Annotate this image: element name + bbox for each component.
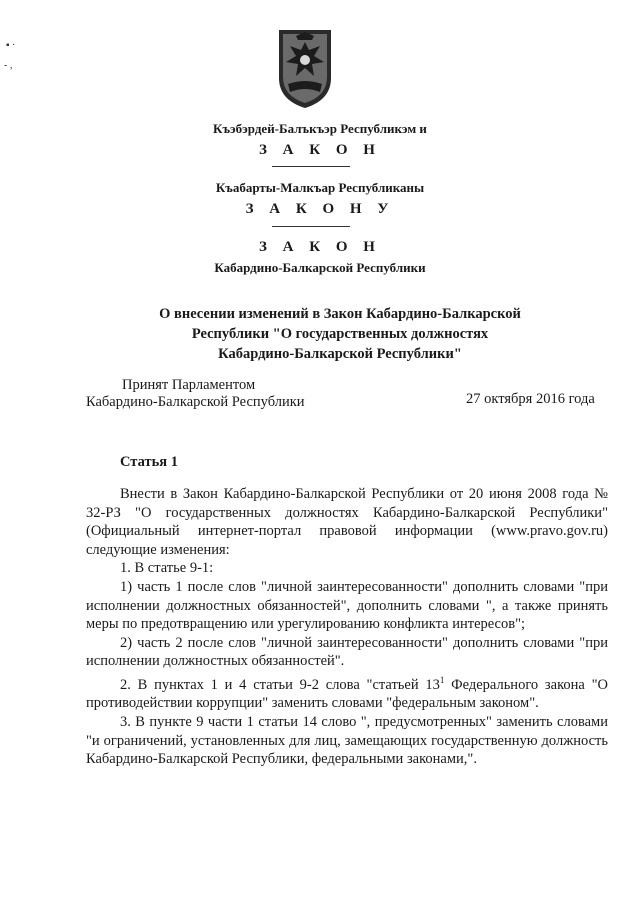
adopted-by-line: Принят Парламентом	[122, 377, 256, 393]
coat-of-arms-emblem	[276, 28, 334, 110]
subject-line: О внесении изменений в Закон Кабардино-Балкарской	[159, 306, 521, 322]
kabardian-law-title: З А К О Н	[259, 142, 381, 158]
item-2-superscript: 1	[439, 674, 445, 685]
balkar-law-title: З А К О Н У	[245, 201, 395, 217]
subject-line: Республики "О государственных должностях	[191, 326, 489, 342]
divider	[272, 226, 350, 227]
article-intro-paragraph: Внести в Закон Кабардино-Балкарской Республики от 20 июня 2008 года № 32-РЗ "О государственных должностях Кабардино-Балкарской Республики" (Официальный интернет-портал правовой информации (www.pravo.gov.ru) следующие изменения:	[86, 486, 608, 558]
law-subject-title	[120, 304, 560, 364]
russian-law-title: З А К О Н	[259, 239, 381, 255]
balkar-republic-heading: Къабарты-Малкъар Республиканы	[215, 180, 425, 195]
margin-mark: - ,	[4, 60, 13, 71]
kabardian-republic-heading: Къэбэрдей-Балъкъэр Республикэм и	[213, 121, 427, 136]
article-item-2	[86, 671, 608, 713]
divider	[272, 166, 350, 167]
item-2-text-b: Федерального закона "О противодействии коррупции" заменить словами "федеральным законом".	[86, 676, 608, 712]
item-2-text-a: 2. В пунктах 1 и 4 статьи 9-2 слова "статьей 13	[120, 676, 440, 693]
article-body	[86, 485, 608, 769]
adopted-by-parliament: Кабардино-Балкарской Республики	[86, 394, 305, 410]
margin-mark: ▪ ·	[6, 40, 16, 51]
article-subitem-1-2: 2) часть 2 после слов "личной заинтересованности" дополнить словами "при исполнении должностных обязанностей".	[86, 634, 608, 670]
article-item-3: 3. В пункте 9 части 1 статьи 14 слово ", предусмотренных" заменить словами "и ограничений, установленных для лиц, замещающих государственную должность Кабардино-Балкарской Республики, федеральными законами,".	[86, 713, 608, 768]
article-heading: Статья 1	[120, 454, 178, 470]
subject-line: Кабардино-Балкарской Республики"	[218, 346, 462, 362]
adoption-date: 27 октября 2016 года	[466, 391, 595, 407]
russian-republic-heading: Кабардино-Балкарской Республики	[214, 260, 426, 275]
article-item-1: 1. В статье 9-1:	[120, 560, 214, 577]
article-subitem-1-1: 1) часть 1 после слов "личной заинтересованности" дополнить словами "при исполнении должностных обязанностей", дополнить словами ", а также принять меры по предотвращению или урегулированию конфликта интересов";	[86, 578, 608, 633]
